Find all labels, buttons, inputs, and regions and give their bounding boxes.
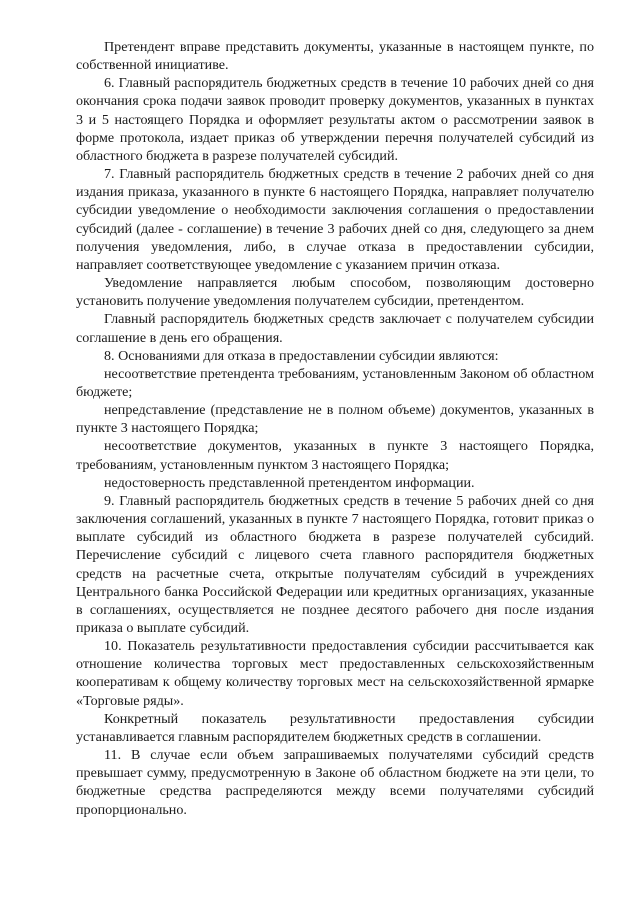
paragraph-agreement-signing: Главный распорядитель бюджетных средств заключает с получателем субсидии соглашение в день его обращения.	[76, 311, 594, 346]
paragraph-clause-8: 8. Основаниями для отказа в предоставлении субсидии являются:	[104, 347, 499, 364]
paragraph-clause-11: 11. В случае если объем запрашиваемых получателями субсидий средств превышает сумму, предусмотренную в Законе об областном бюджете на эти цели, то бюджетные средства распределяются между всеми получателями субсидий пропорционально.	[76, 747, 594, 818]
paragraph-clause-10: 10. Показатель результативности предоставления субсидии рассчитывается как отношение количества торговых мест предоставленных сельскохозяйственным кооперативам к общему количеству торговых мест на сельскохозяйственной ярмарке «Торговые ряды».	[76, 638, 594, 709]
paragraph-clause-7: 7. Главный распорядитель бюджетных средств в течение 2 рабочих дней со дня издания приказа, указанного в пункте 6 настоящего Порядка, направляет получателю субсидии уведомление о необходимости заключения соглашения о предоставлении субсидий (далее - соглашение) в течение 3 рабочих дней со дня, следующего за днем получения уведомления, либо, в случае отказа в предоставлении субсидии, направляет соответствующее уведомление с указанием причин отказа.	[76, 166, 594, 273]
paragraph-notification-method: Уведомление направляется любым способом, позволяющим достоверно установить получение уведомления получателем субсидии, претендентом.	[76, 275, 594, 310]
list-item-refusal-reason-1: несоответствие претендента требованиям, установленным Законом об областном бюджете;	[76, 365, 594, 400]
paragraph-initiative-note: Претендент вправе представить документы, указанные в настоящем пункте, по собственной инициативе.	[76, 39, 594, 74]
paragraph-clause-6: 6. Главный распорядитель бюджетных средств в течение 10 рабочих дней со дня окончания срока подачи заявок проводит проверку документов, указанных в пунктах 3 и 5 настоящего Порядка и оформляет результаты актом о рассмотрении заявок в форме протокола, издает приказ об утверждении перечня получателей субсидий из областного бюджета в разрезе получателей субсидий.	[76, 75, 594, 164]
document-body	[76, 38, 594, 819]
paragraph-clause-9: 9. Главный распорядитель бюджетных средств в течение 5 рабочих дней со дня заключения соглашений, указанных в пункте 7 настоящего Порядка, готовит приказ о выплате субсидий из областного бюджета в разрезе получателей субсидий. Перечисление субсидий с лицевого счета главного распорядителя бюджетных средств на расчетные счета, открытые получателям субсидий в учреждениях Центрального банка Российской Федерации или кредитных организациях, указанные в соглашениях, осуществляется не позднее десятого рабочего дня после издания приказа о выплате субсидий.	[76, 492, 594, 636]
list-item-refusal-reason-2: непредставление (представление не в полном объеме) документов, указанных в пункте 3 настоящего Порядка;	[76, 402, 594, 437]
paragraph-performance-indicator: Конкретный показатель результативности предоставления субсидии устанавливается главным распорядителем бюджетных средств в соглашении.	[76, 710, 594, 745]
list-item-refusal-reason-4: недостоверность представленной претендентом информации.	[104, 474, 475, 491]
list-item-refusal-reason-3: несоответствие документов, указанных в пункте 3 настоящего Порядка, требованиям, установленным пунктом 3 настоящего Порядка;	[76, 438, 594, 473]
